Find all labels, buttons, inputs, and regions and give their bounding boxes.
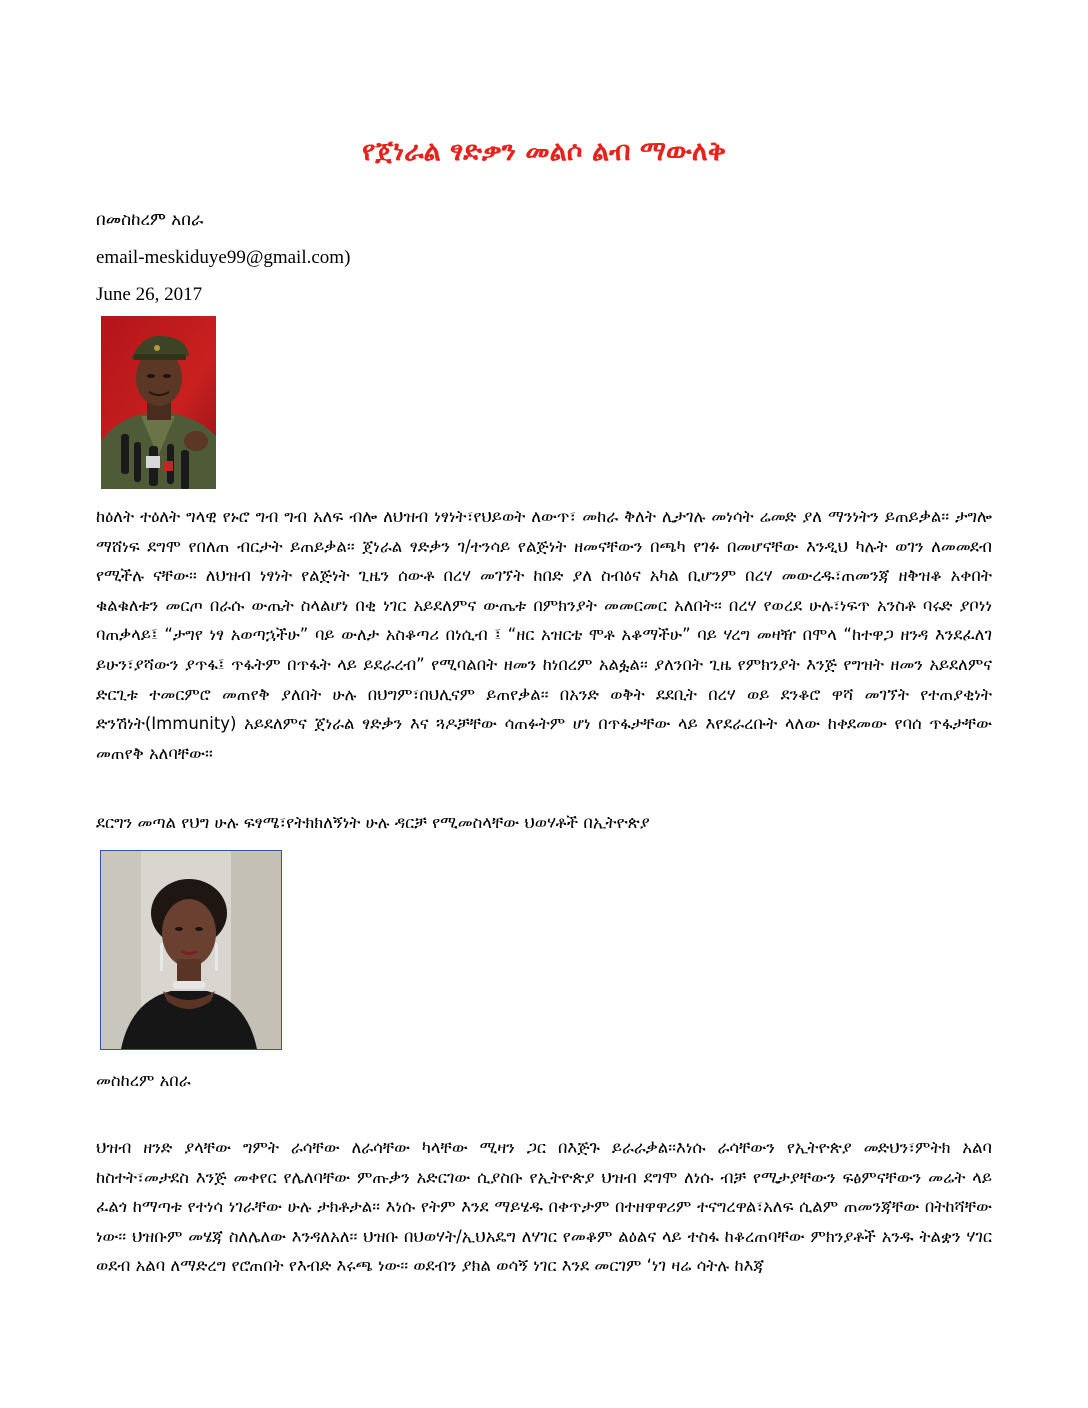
general-photo	[101, 316, 216, 489]
byline: በመስከረም አበራ	[96, 210, 204, 230]
body-paragraph-1: ከዕለት ተዕለት ግላዊ የኑሮ ግብ ግብ አለፍ ብሎ ለህዝብ ነፃነት፣የህይወት ለውጥ፣ መከራ ቅለት ሊታገሉ መነሳት ሬመድ ያለ ማንነትን ይጠይቃል፡፡ ታግሎ ማሸነፍ ደግሞ የበለጠ ብርታት ይጠይቃል፡፡ ጀነራል ፃድቃን ገ/ተንሳይ የልጅነት ዘመናቸውን በጫካ የገፉ በመሆናቸው እንዲህ ካሉት ወገን ለመመደብ የሚችሉ ናቸው፡፡ ለህዝብ ነፃነት የልጅነት ጊዜን ሰውቶ በረሃ መገኘት ከበድ ያለ ስብዕና አካል ቢሆንም በረሃ መውረዱ፣ጠመንጃ ዘቅዝቆ አቀበት ቁልቁለቱን መርጦ በራሱ ውጤት ስላልሆነ በቂ ነገር አይደለምና ውጤቱ በምክንያት መመርመር አለበት፡፡ በረሃ የወረደ ሁሉ፣ነፍጥ አንስቶ ባሩድ ያቦነነ ባጠቃላይ፤ “ታግየ ነፃ አወጣኋችሁ” ባይ ውለታ አስቆጣሪ በነሲብ ፤ “ዘር አዝርቴ ሞቶ አቆማችሁ” ባይ ሃረግ መዛዥ በሞላ “ከተዋጋ ዘንዳ እንደፈለገ ይሁን፣ያሻውን ያጥፋ፤ ጥፋትም በጥፋት ላይ ይደራረብ” የሚባልበት ዘመን ከነበረም አልፏል፡፡ ያለንበት ጊዜ የምክንያት እንጅ የግዝት ዘመን አይደለምና ድርጊቱ ተመርምሮ መጠየቅ ያለበት ሁሉ በህግም፣በህሊናም ይጠየቃል፡፡ በአንድ ወቅት ደደቢት በረሃ ወይ ደንቆሮ ዋሻ መገኘት የተጠያቂነት ድንሽነት(Immunity) አይደለምና ጀነራል ፃድቃን እና ጓዶቻቸው ሳጠፉትም ሆነ በጥፋታቸው ላይ እየደራረቡት ላለው ከቀደመው የባሰ ጥፋታቸው መጠየቅ አለባቸው፡፡	[96, 507, 992, 763]
body-paragraph-3: ህዝብ ዘንድ ያላቸው ግምት ራሳቸው ለራሳቸው ካላቸው ሚዛን ጋር በእጅጉ ይራራቃል፡፡እነሱ ራሳቸውን የኢትዮጵያ መድህን፣ምትክ አልባ ከስተት፣መታደስ እንጅ መቀየር የሌለባቸው ምጡቃን አድርገው ሲያስቡ የኢትዮጵያ ህዝብ ደግሞ ለነሱ ብቻ የሚታያቸውን ፍፅምናቸውን መሬት ላይ ፈልጎ ከማጣቱ የተነሳ ነገራቸው ሁሉ ታክቶታል፡፡ እነሱ የትም እንደ ማይሄዱ በቀጥታም በተዘዋዋሪም ተናግረዋል፣አለፍ ሲልም ጠመንጃቸው በትከሻቸው ነው፡፡ ህዝቡም መሄጃ ስለሌለው እንዳለአለ፡፡ ህዝቡ በህወሃት/ኢህአዴግ ለሃገር የመቆም ልዕልና ላይ ተስፋ ከቆረጠባቸው ምክንያቶች አንዱ ትልቋን ሃገር ወደብ አልባ ለማድረግ የሮጠበት የእብድ እሩጫ ነው፡፡ ወደብን ያክል ወሳኝ ነገር እንደ መርገም ‘ነገ ዛሬ ሳትሉ ከእጃ	[96, 1138, 992, 1276]
body-paragraph-2: ደርግን መጣል የህግ ሁሉ ፍፃሜ፣የትክክለኝነት ሁሉ ዳርቻ የሚመስላቸው ህወሃቶች በኢትዮጵያ	[96, 813, 650, 832]
photo-caption: መስከረም አበራ	[96, 1071, 191, 1090]
article-title: የጀነራል ፃድቃን መልሶ ልብ ማውለቅ	[362, 136, 726, 167]
author-photo	[100, 850, 282, 1050]
author-email: email-meskiduye99@gmail.com)	[96, 247, 351, 268]
article-date: June 26, 2017	[96, 284, 203, 305]
